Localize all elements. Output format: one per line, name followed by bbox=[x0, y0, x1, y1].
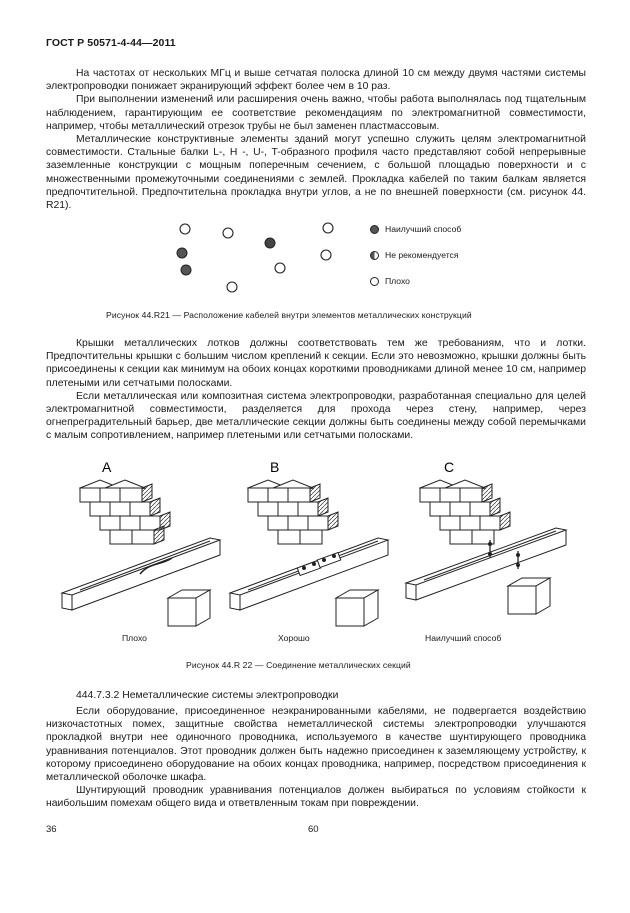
figure-caption: Рисунок 44.R 22 — Соединение металлических секций bbox=[186, 660, 411, 670]
text-block-1 bbox=[46, 67, 586, 212]
panel-c-label: Наилучший способ bbox=[425, 633, 502, 643]
half-filled-circle-icon bbox=[370, 251, 379, 260]
text-block-3 bbox=[46, 705, 586, 811]
panel-b-label: Хорошо bbox=[278, 633, 310, 643]
paragraph: Металлические конструктивные элементы зданий могут успешно служить целям электромагнитной совместимости. Стальные балки L-, H -, U-, T-образного профиля часто представляют собой непрерывные заземленные конструкции с мощным поперечным сечением, с большой площадью поверхности и с множественными промежуточными соединениями с землей. Прокладка кабелей по таким балкам является предпочтительной. Предпочтительна прокладка внутри углов, а не по внешней поверхности (см. рисунок 44. R21). bbox=[46, 134, 586, 212]
section-heading: 444.7.3.2 Неметаллические системы электропроводки bbox=[76, 690, 339, 701]
panel-a bbox=[62, 459, 220, 626]
beam-profile-h bbox=[275, 223, 333, 273]
beam-profile-l bbox=[177, 224, 191, 275]
empty-circle-icon bbox=[370, 277, 379, 286]
page-number-center: 60 bbox=[308, 824, 319, 835]
page-header: ГОСТ Р 50571-4-44—2011 bbox=[46, 37, 176, 49]
paragraph: На частотах от нескольких МГц и выше сетчатая полоска длиной 10 см между двумя частями системы электропроводки понижает экранирующий эффект более чем в 10 раз. bbox=[46, 68, 586, 93]
paragraph: Если оборудование, присоединенное неэкранированными кабелями, не подвергается воздействию низкочастотных помех, защитные свойства неметаллической системы электропроводки улучшаются прокладкой внутри нее одиночного проводника, используемого в качестве шунтирующего проводника уравнивания потенциалов. Этот проводник должен быть надежно присоединен к заземляющему устройству, к которому присоединено оборудование на обоих концах проводника, например, посредством присоединения к металлической оболочке шкафа. bbox=[46, 706, 586, 784]
panel-a-label: Плохо bbox=[122, 633, 147, 643]
text-block-2 bbox=[46, 337, 586, 443]
figure-caption: Рисунок 44.R21 — Расположение кабелей внутри элементов металлических конструкций bbox=[106, 310, 472, 320]
legend-item-bad: Плохо bbox=[370, 268, 461, 294]
legend-item-not-recommended: Не рекомендуется bbox=[370, 242, 461, 268]
paragraph: Если металлическая или композитная система электропроводки, разработанная специально для целей электромагнитной совместимости, разделяется для прохода через стену, например, через огнепреградительный барьер, две металлические секции должны быть соединены между собой перемычками с малым сопротивлением, например плетеными или сетчатыми полосками. bbox=[46, 390, 586, 442]
page-number-left: 36 bbox=[46, 824, 57, 835]
panel-letter: B bbox=[270, 459, 280, 475]
figure-44-r22 bbox=[60, 458, 580, 630]
legend-item-best: Наилучший способ bbox=[370, 216, 461, 242]
panel-b bbox=[230, 459, 388, 626]
panel-c bbox=[406, 459, 566, 614]
paragraph: Шунтирующий проводник уравнивания потенциалов должен выбираться по условиям стойкости к наибольшим помехам общего вида и ответвленным токам при повреждении. bbox=[46, 785, 586, 810]
filled-circle-icon bbox=[370, 225, 379, 234]
panel-letter: C bbox=[444, 459, 455, 475]
paragraph: Крышки металлических лотков должны соответствовать тем же требованиям, что и лотки. Предпочтительны крышки с большим числом креплений к секции. Если это невозможно, крышки должны быть присоединены к секции как минимум на обоих концах короткими проводниками длиной менее 10 см, например плетеными или сетчатыми полосками. bbox=[46, 338, 586, 389]
paragraph: При выполнении изменений или расширения очень важно, чтобы работа выполнялась под тщательным наблюдением, гарантирующим ее соответствие рекомендациям по электромагнитной совместимости, например, чтобы металлический отрезок трубы не был заменен пластмассовым. bbox=[46, 94, 586, 132]
panel-letter: A bbox=[102, 459, 112, 475]
figure-44-r21 bbox=[150, 212, 370, 302]
beam-profile-t bbox=[223, 228, 275, 292]
figure-legend bbox=[370, 216, 461, 294]
